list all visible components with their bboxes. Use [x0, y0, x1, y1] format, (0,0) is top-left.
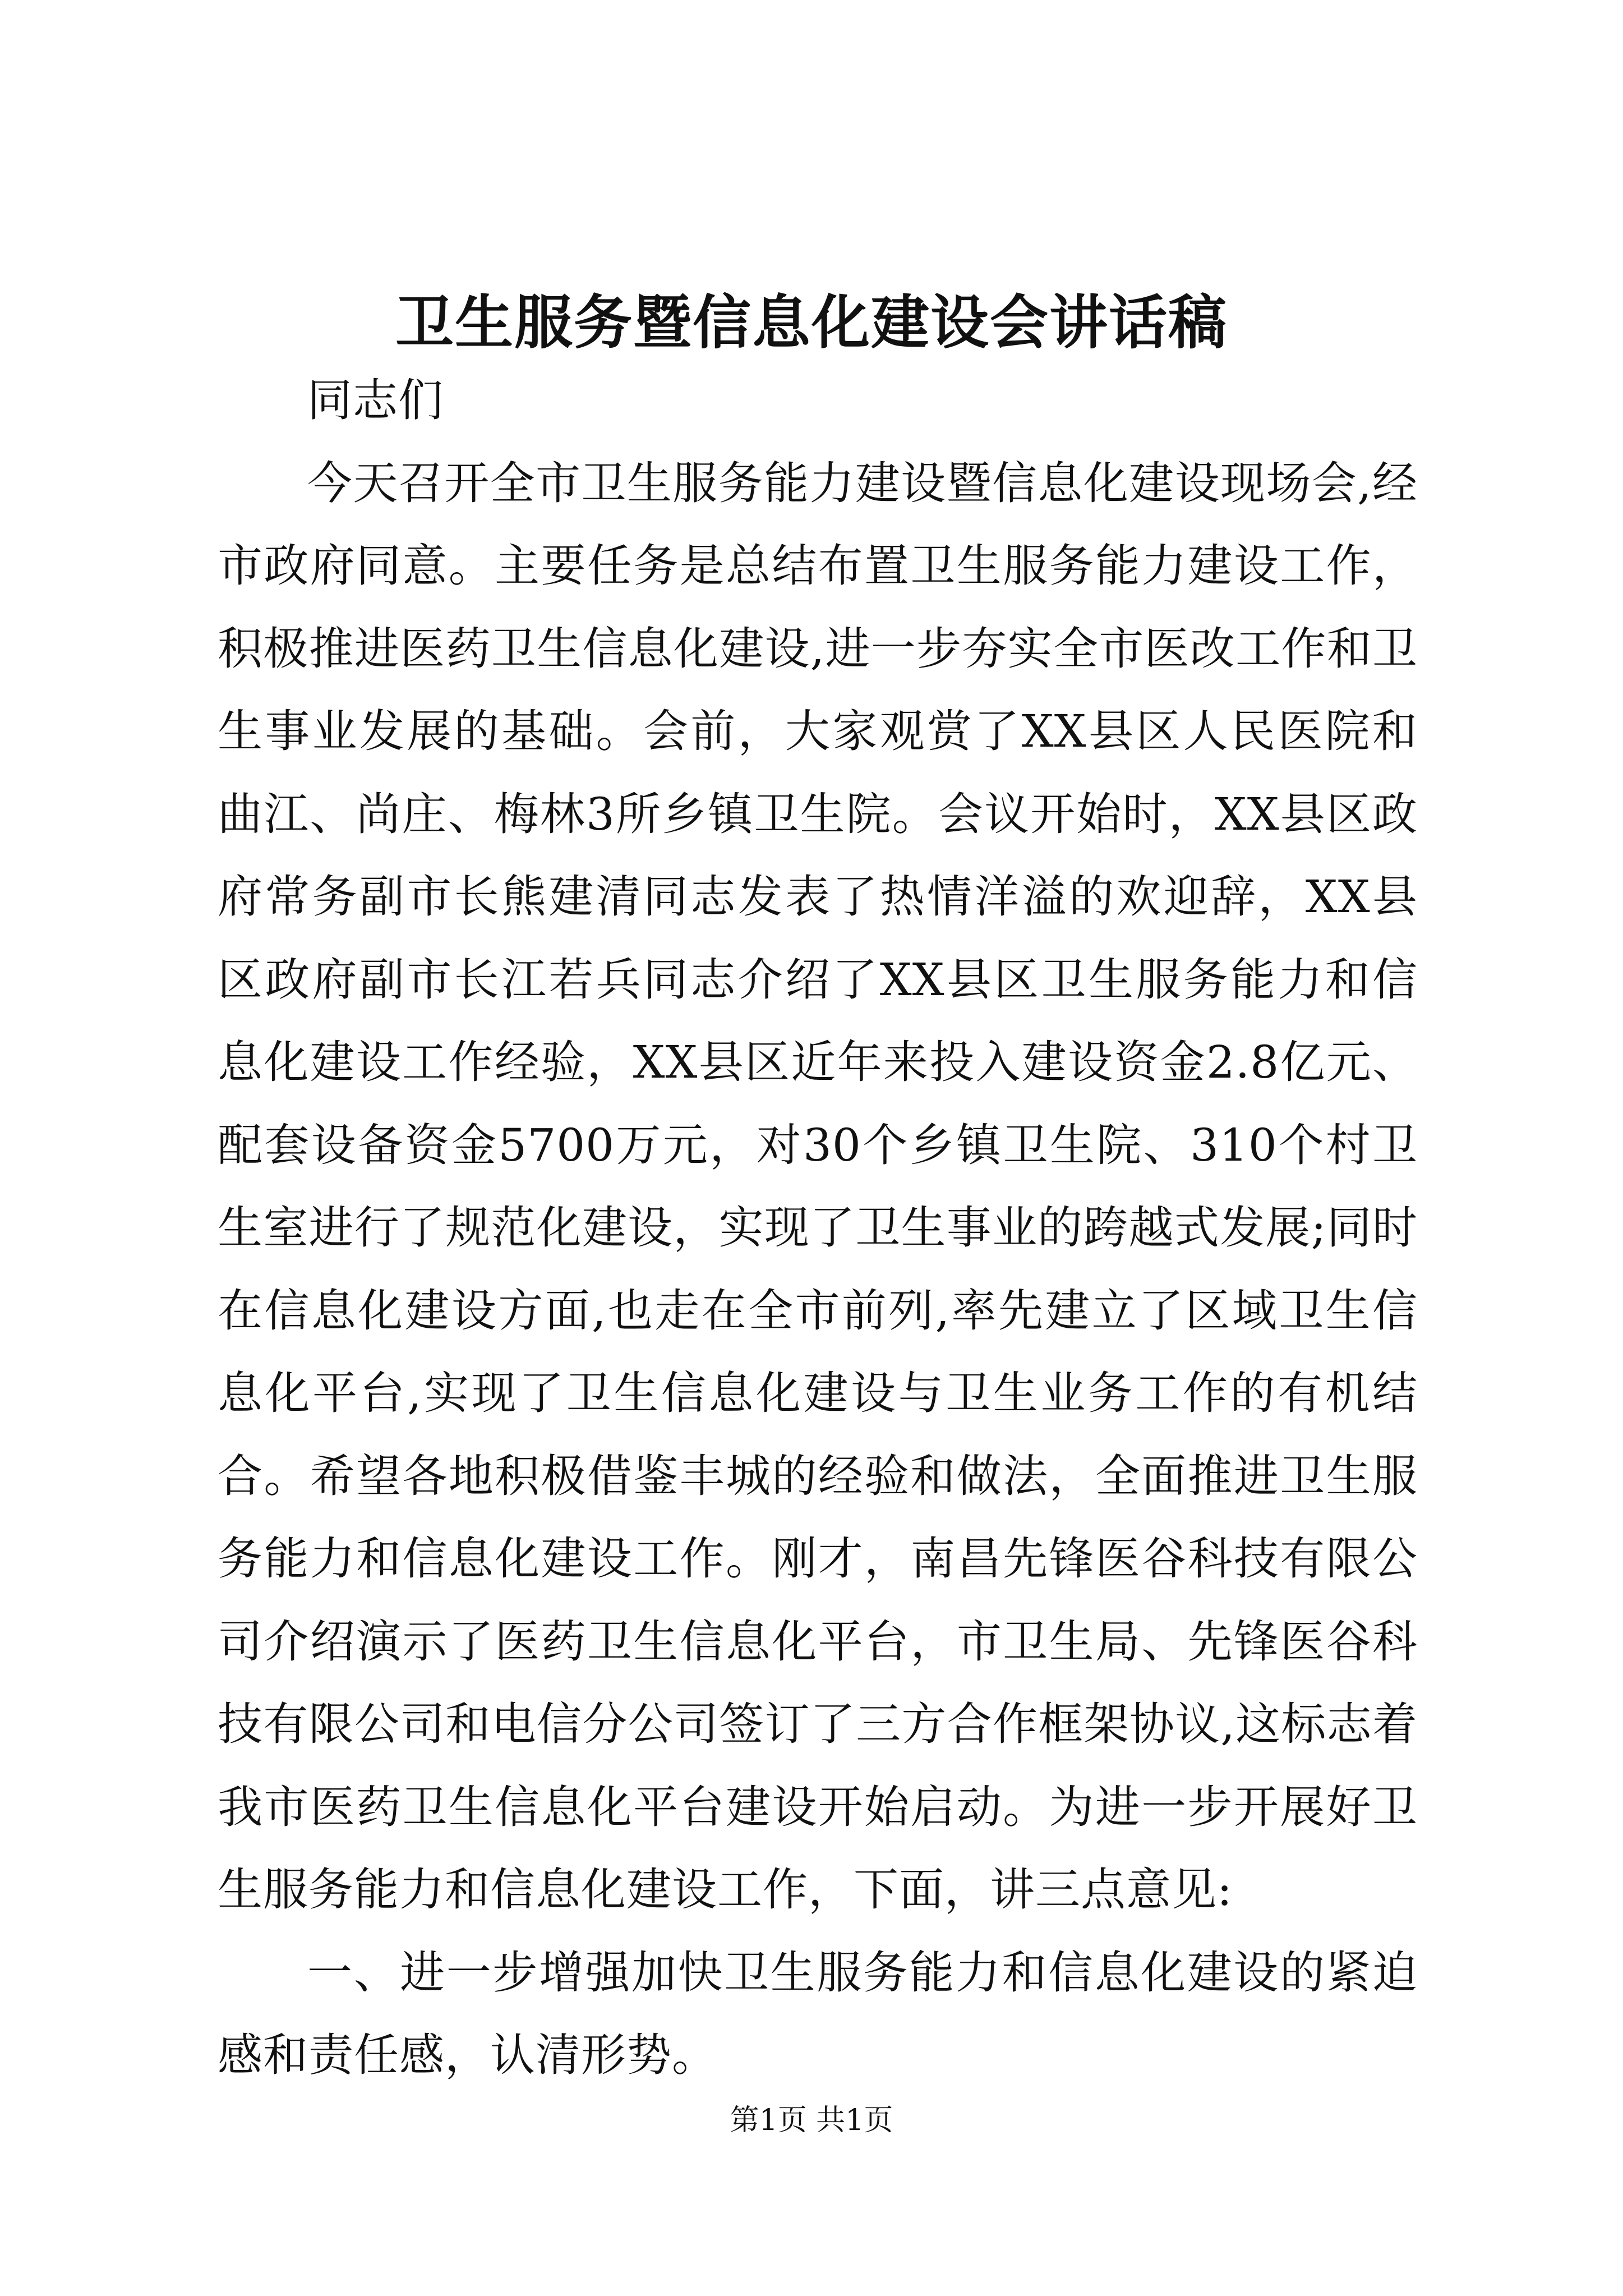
paragraph-point-one: 一、进一步增强加快卫生服务能力和信息化建设的紧迫感和责任感，认清形势。 — [218, 1946, 1418, 2081]
document-body — [218, 359, 1418, 2097]
greeting: 同志们 — [307, 374, 444, 426]
paragraph-intro: 今天召开全市卫生服务能力建设暨信息化建设现场会,经市政府同意。主要任务是总结布置卫生服务能力建设工作，积极推进医药卫生信息化建设,进一步夯实全市医改工作和卫生事业发展的基础。会前，大家观赏了XX县区人民医院和曲江、尚庄、梅林3所乡镇卫生院。会议开始时，XX县区政府常务副市长熊建清同志发表了热情洋溢的欢迎辞，XX县区政府副市长江若兵同志介绍了XX县区卫生服务能力和信息化建设工作经验，XX县区近年来投入建设资金2.8亿元、配套设备资金5700万元，对30个乡镇卫生院、310个村卫生室进行了规范化建设，实现了卫生事业的跨越式发展;同时在信息化建设方面,也走在全市前列,率先建立了区域卫生信息化平台,实现了卫生信息化建设与卫生业务工作的有机结合。希望各地积极借鉴丰城的经验和做法，全面推进卫生服务能力和信息化建设工作。刚才，南昌先锋医谷科技有限公司介绍演示了医药卫生信息化平台，市卫生局、先锋医谷科技有限公司和电信分公司签订了三方合作框架协议,这标志着我市医药卫生信息化平台建设开始启动。为进一步开展好卫生服务能力和信息化建设工作，下面，讲三点意见: — [218, 457, 1418, 1916]
page-footer: 第1页 共1页 — [730, 2104, 893, 2137]
document-title: 卫生服务暨信息化建设会讲话稿 — [395, 288, 1228, 357]
